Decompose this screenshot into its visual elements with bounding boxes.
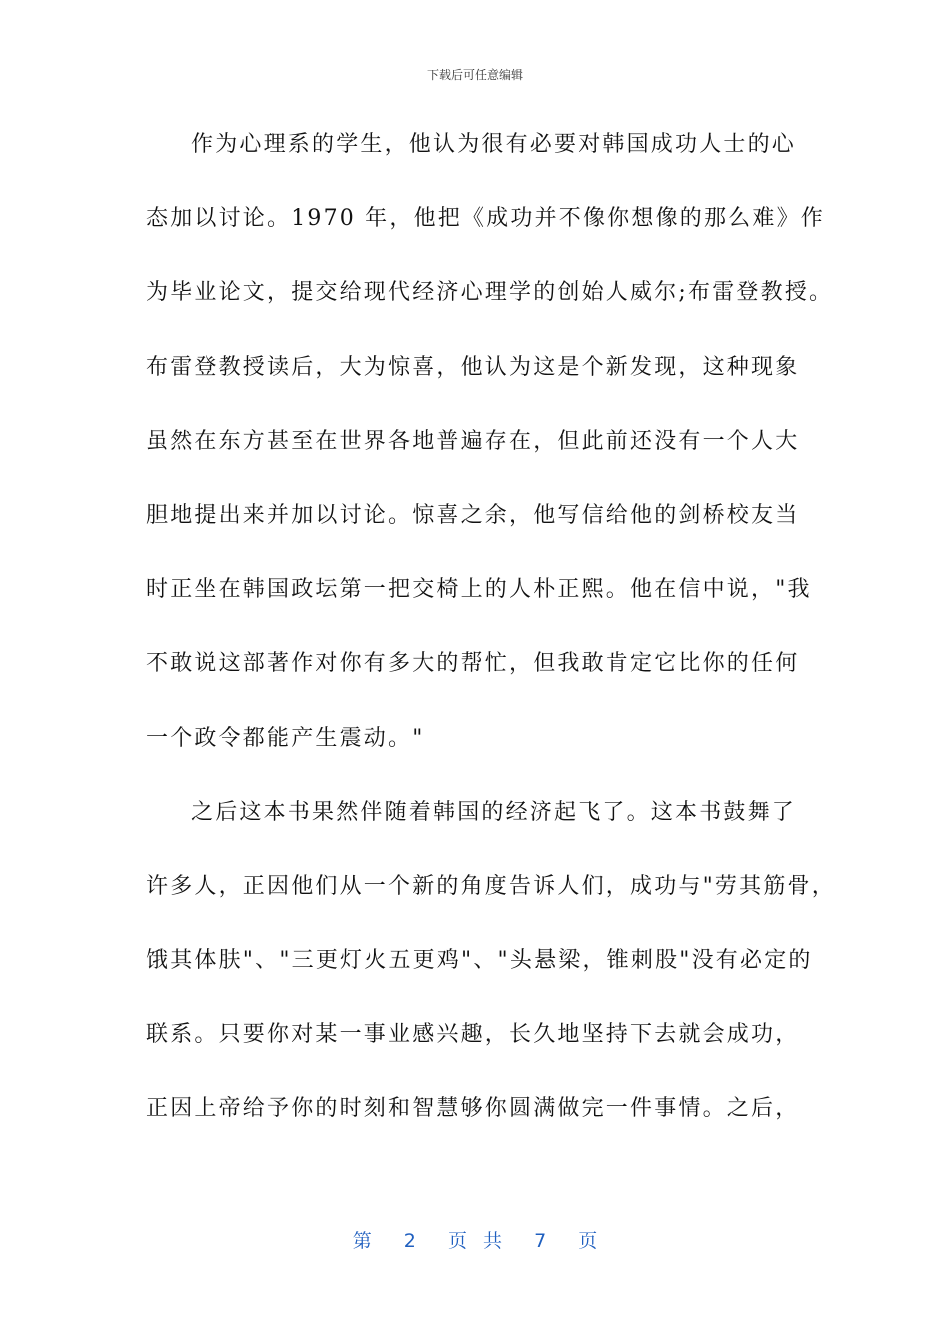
paragraph-line: 布雷登教授读后，大为惊喜，他认为这是个新发现，这种现象: [146, 354, 800, 380]
paragraph-line: 正因上帝给予你的时刻和智慧够你圆满做完一件事情。之后，: [146, 1096, 800, 1122]
page-header-note: 下载后可任意编辑: [426, 68, 523, 82]
paragraph-line: 一个政令都能产生震动。": [146, 725, 425, 751]
paragraph-line: 联系。只要你对某一事业感兴趣，长久地坚持下去就会成功，: [146, 1022, 800, 1048]
paragraph-line: 虽然在东方甚至在世界各地普遍存在，但此前还没有一个人大: [146, 428, 800, 454]
paragraph-line: 不敢说这部著作对你有多大的帮忙，但我敢肯定它比你的任何: [146, 651, 800, 677]
page-footer: [0, 1226, 950, 1253]
paragraph-line: 饿其体肤"、"三更灯火五更鸡"、"头悬梁，锥刺股"没有必定的: [146, 948, 813, 974]
paragraph-line: 胆地提出来并加以讨论。惊喜之余，他写信给他的剑桥校友当: [146, 502, 800, 528]
paragraph-line: 时正坐在韩国政坛第一把交椅上的人朴正熙。他在信中说，"我: [146, 577, 812, 603]
page-number-label: 第 2 页 共 7 页: [352, 1230, 598, 1252]
paragraph-line: 之后这本书果然伴随着韩国的经济起飞了。这本书鼓舞了: [191, 799, 797, 825]
paragraph-line: 态加以讨论。1970 年，他把《成功并不像你想像的那么难》作: [146, 206, 825, 232]
paragraph-line: 许多人，正因他们从一个新的角度告诉人们，成功与"劳其筋骨，: [146, 873, 836, 899]
paragraph-line: 作为心理系的学生，他认为很有必要对韩国成功人士的心: [191, 132, 797, 157]
document-body: [146, 125, 836, 1164]
paragraph-line: 为毕业论文，提交给现代经济心理学的创始人威尔;布雷登教授。: [146, 280, 834, 306]
